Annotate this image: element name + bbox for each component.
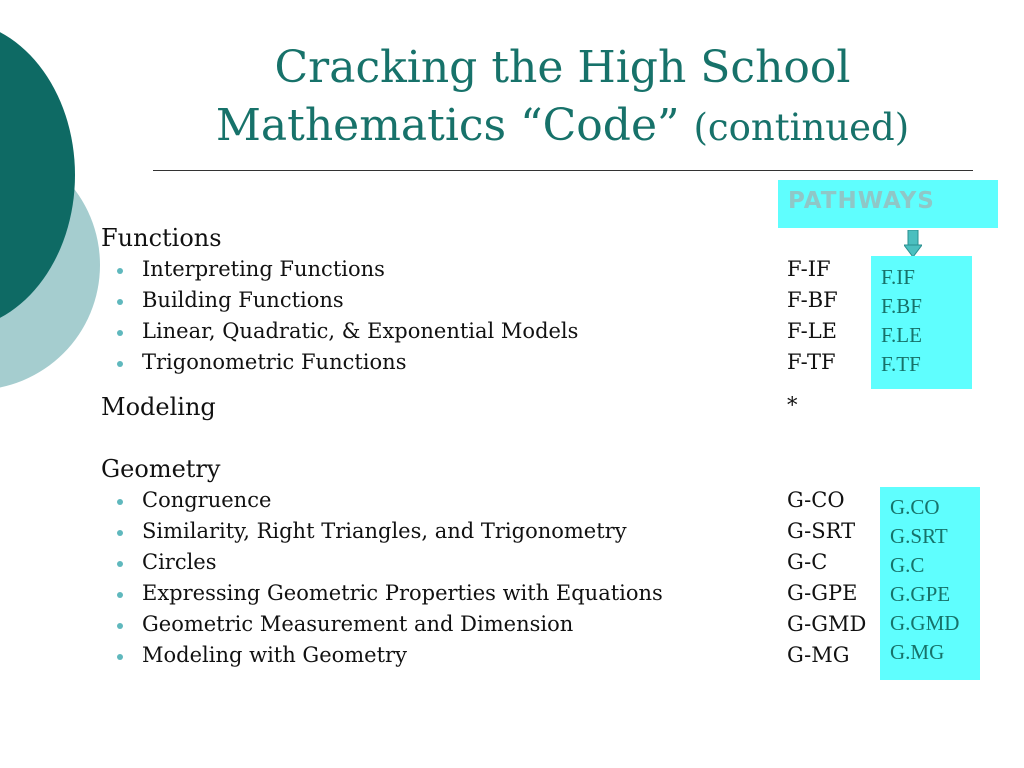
pathway-code: G.MG [890, 640, 945, 664]
list-item: Circles [142, 550, 217, 574]
geometry-pathways-box [880, 487, 980, 680]
bullet-icon [117, 592, 123, 598]
domain-code: F-IF [787, 257, 831, 281]
list-item: Trigonometric Functions [142, 350, 407, 374]
pathways-header [778, 180, 998, 228]
pathway-code: F.BF [881, 294, 922, 318]
pathways-label: PATHWAYS [788, 188, 935, 214]
domain-code: F-LE [787, 319, 837, 343]
domain-code: G-SRT [787, 519, 856, 543]
bullet-icon [117, 530, 123, 536]
pathway-code: G.GMD [890, 611, 960, 635]
bullet-icon [117, 268, 123, 274]
pathway-code: F.TF [881, 352, 921, 376]
domain-code: F-BF [787, 288, 838, 312]
list-item: Geometric Measurement and Dimension [142, 612, 574, 636]
domain-code: G-CO [787, 488, 845, 512]
modeling-heading: Modeling [101, 393, 216, 421]
functions-heading: Functions [101, 224, 222, 252]
list-item: Congruence [142, 488, 272, 512]
title-divider [153, 170, 973, 171]
modeling-code: * [787, 393, 798, 417]
pathway-code: G.CO [890, 495, 940, 519]
bullet-icon [117, 654, 123, 660]
title-line-1: Cracking the High School [274, 42, 851, 93]
pathway-code: F.LE [881, 323, 922, 347]
domain-code: G-GPE [787, 581, 858, 605]
domain-code: G-GMD [787, 612, 867, 636]
down-arrow-icon [904, 230, 922, 258]
title-line-2 [150, 100, 975, 154]
bullet-icon [117, 623, 123, 629]
pathway-code: G.C [890, 553, 925, 577]
list-item: Building Functions [142, 288, 344, 312]
domain-code: F-TF [787, 350, 836, 374]
bullet-icon [117, 330, 123, 336]
domain-code: G-C [787, 550, 828, 574]
list-item: Modeling with Geometry [142, 643, 407, 667]
bullet-icon [73, 238, 79, 244]
list-item: Similarity, Right Triangles, and Trigonometry [142, 519, 627, 543]
domain-code: G-MG [787, 643, 850, 667]
bullet-icon [117, 299, 123, 305]
list-item: Linear, Quadratic, & Exponential Models [142, 319, 579, 343]
list-item: Interpreting Functions [142, 257, 385, 281]
pathway-code: G.SRT [890, 524, 948, 548]
title-line-2-main: Mathematics “Code” [215, 100, 680, 151]
geometry-heading: Geometry [101, 455, 221, 483]
list-item: Expressing Geometric Properties with Equations [142, 581, 663, 605]
title-line-2-continued: (continued) [693, 106, 910, 149]
bullet-icon [117, 499, 123, 505]
bullet-icon [117, 561, 123, 567]
functions-pathways-box [871, 256, 972, 389]
pathway-code: F.IF [881, 265, 915, 289]
bullet-icon [117, 361, 123, 367]
pathway-code: G.GPE [890, 582, 951, 606]
